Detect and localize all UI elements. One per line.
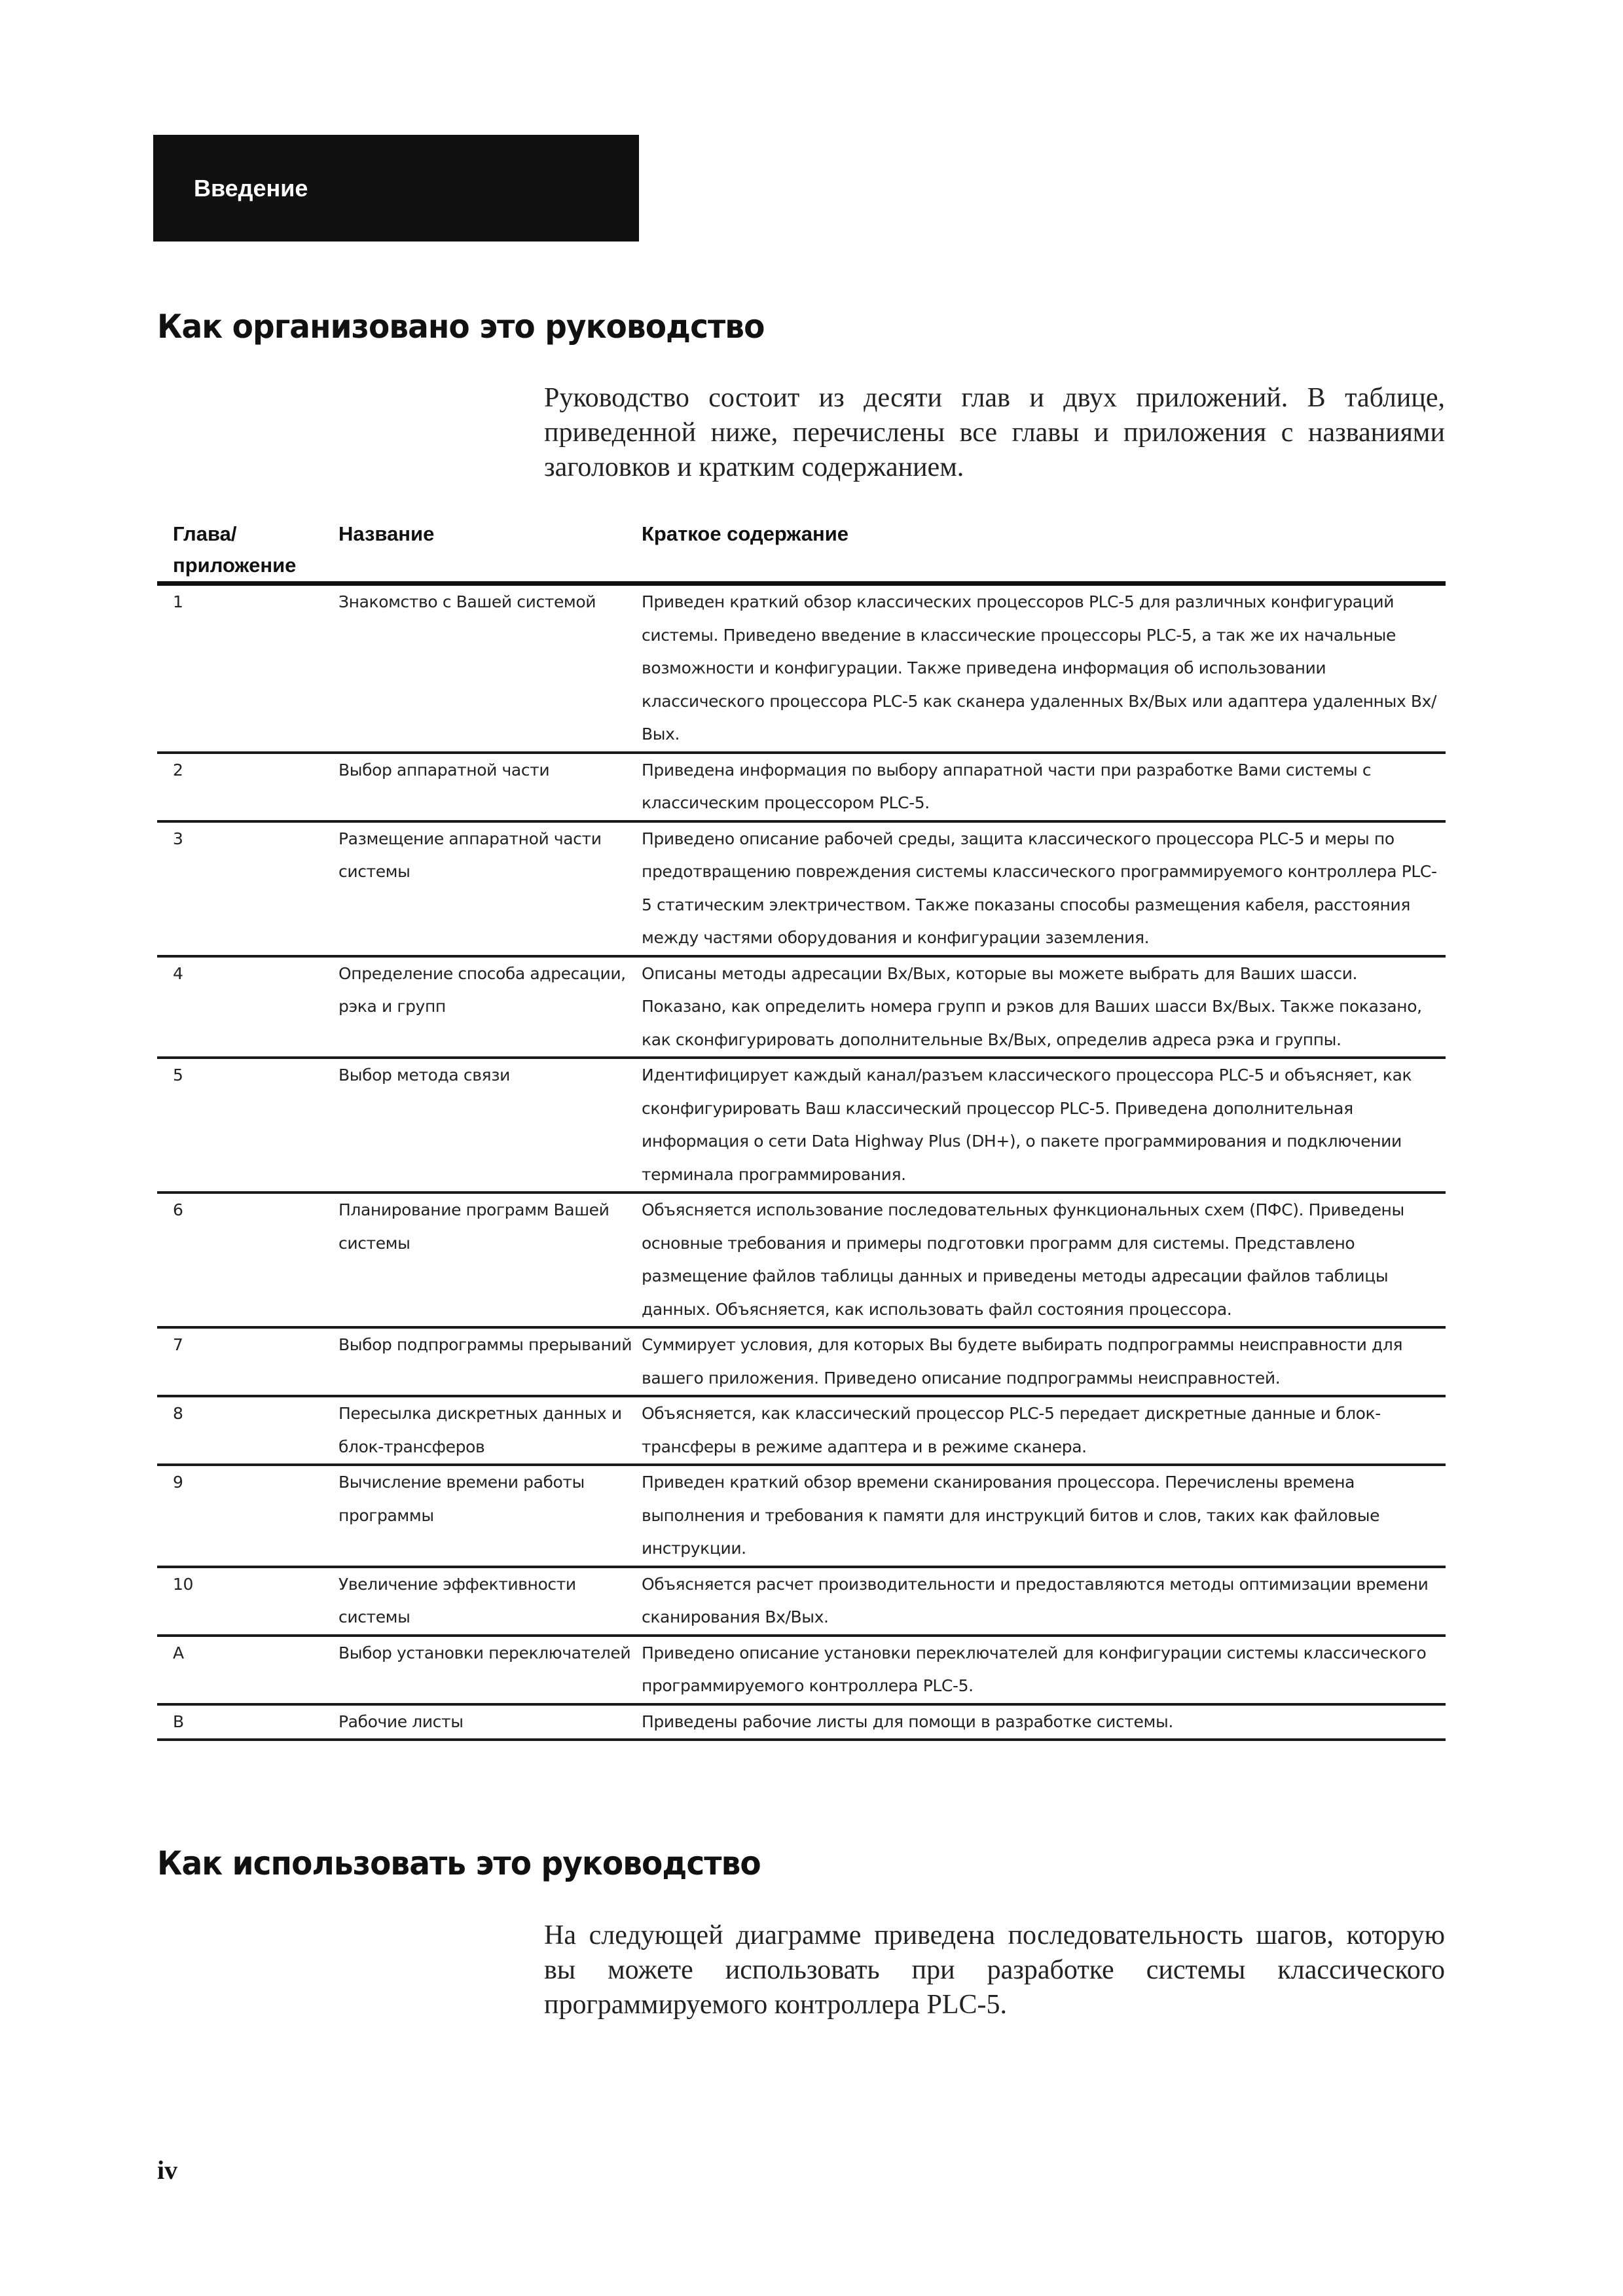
appendix-letter: A: [173, 1643, 184, 1662]
chapter-summary: Описаны методы адресации Вх/Вых, которые вы можете выбрать для Ваших шасси. Показано, как определить номера групп и рэков для Ваших шасси Вх/Вых. Также показано, как сконфигурировать дополнительные Вх/Вых, определив адреса рэка и группы.: [642, 963, 1422, 1049]
chapter-summary: Приведен краткий обзор классических процессоров PLC-5 для различных конфигураций системы. Приведено введение в классические процессоры PLC-5, а так же их начальные возможности и конфигурации. Также приведена информация об использовании классического процессора PLC-5 как сканера удаленных Вх/Вых или адаптера удаленных Вх/Вых.: [642, 592, 1437, 744]
appendix-letter: B: [173, 1712, 184, 1731]
usage-paragraph: На следующей диаграмме приведена последовательность шагов, которую вы можете использовать при разработке системы классического программируемого контроллера PLC-5.: [544, 1920, 1445, 2020]
header-chapter: Глава/ приложение: [173, 522, 297, 577]
chapter-title: Вычисление времени работы программы: [338, 1473, 585, 1525]
appendix-title: Рабочие листы: [338, 1712, 464, 1731]
chapter-title: Размещение аппаратной части системы: [338, 829, 602, 881]
section-header-tab: Введение: [153, 135, 639, 242]
chapter-title: Определение способа адресации, рэка и групп: [338, 963, 626, 1016]
chapter-number: 1: [173, 592, 183, 611]
table-row: [157, 1397, 1446, 1466]
intro-paragraph: Руководство состоит из десяти глав и двух приложений. В таблице, приведенной ниже, перечислены все главы и приложения с названиями заголовков и кратким содержанием.: [544, 383, 1445, 482]
chapter-title: Знакомство с Вашей системой: [338, 592, 596, 611]
chapter-number: 7: [173, 1335, 183, 1354]
table-row: [157, 1637, 1446, 1706]
chapter-summary: Приведен краткий обзор времени сканирования процессора. Перечислены времена выполнения и требования к памяти для инструкций битов и слов, таких как файловые инструкции.: [642, 1473, 1380, 1558]
table-row: [157, 958, 1446, 1060]
chapter-title: Выбор метода связи: [338, 1066, 510, 1085]
chapter-number: 6: [173, 1200, 183, 1219]
table-row: [157, 586, 1446, 754]
chapter-title: Увеличение эффективности системы: [338, 1574, 576, 1626]
chapter-title: Планирование программ Вашей системы: [338, 1200, 610, 1253]
chapter-summary: Объясняется расчет производительности и предоставляются методы оптимизации времени сканирования Вх/Вых.: [642, 1574, 1429, 1626]
chapter-title: Выбор аппаратной части: [338, 760, 550, 780]
header-title: Название: [338, 522, 435, 545]
table-row: [157, 1329, 1446, 1397]
chapter-number: 10: [173, 1574, 194, 1594]
chapter-summary: Идентифицирует каждый канал/разъем классического процессора PLC-5 и объясняет, как сконфигурировать Ваш классический процессор PLC-5. Приведена дополнительная информация о сети Data Highway Plus (DH+), о пакете программирования и подключении терминала программирования.: [642, 1066, 1412, 1184]
chapter-number: 3: [173, 829, 183, 848]
appendix-summary: Приведены рабочие листы для помощи в разработке системы.: [642, 1712, 1173, 1731]
chapters-table: [157, 514, 1446, 1741]
table-row: [157, 1194, 1446, 1329]
chapter-summary: Суммирует условия, для которых Вы будете выбирать подпрограммы неисправности для вашего приложения. Приведено описание подпрограммы неисправностей.: [642, 1335, 1403, 1388]
table-row: [157, 1466, 1446, 1568]
chapter-summary: Объясняется, как классический процессор PLC-5 передает дискретные данные и блок-трансферы в режиме адаптера и в режиме сканера.: [642, 1404, 1381, 1456]
table-row: [157, 1706, 1446, 1742]
chapter-number: 5: [173, 1066, 183, 1085]
table-row: [157, 823, 1446, 958]
page-number: iv: [157, 2155, 178, 2185]
appendix-title: Выбор установки переключателей: [338, 1643, 631, 1662]
chapter-number: 8: [173, 1404, 183, 1423]
appendix-summary: Приведено описание установки переключателей для конфигурации системы классического программируемого контроллера PLC-5.: [642, 1643, 1427, 1695]
chapter-number: 4: [173, 963, 183, 983]
table-row: [157, 754, 1446, 823]
header-summary: Краткое содержание: [642, 522, 849, 545]
chapter-number: 9: [173, 1473, 183, 1492]
chapter-title: Выбор подпрограммы прерываний: [338, 1335, 632, 1354]
table-row: [157, 1059, 1446, 1194]
chapter-summary: Приведена информация по выбору аппаратной части при разработке Вами системы с классическим процессором PLC-5.: [642, 760, 1372, 812]
chapter-number: 2: [173, 760, 183, 780]
table-row: [157, 1568, 1446, 1637]
section-title-organization: Как организовано это руководство: [157, 308, 765, 346]
chapter-title: Пересылка дискретных данных и блок-трансферов: [338, 1404, 622, 1456]
chapter-summary: Объясняется использование последовательных функциональных схем (ПФС). Приведены основные требования и примеры подготовки программ для системы. Представлено размещение файлов таблицы данных и приведены методы адресации файлов таблицы данных. Объясняется, как использовать файл состояния процессора.: [642, 1200, 1404, 1319]
section-title-usage: Как использовать это руководство: [157, 1844, 761, 1882]
chapter-summary: Приведено описание рабочей среды, защита классического процессора PLC-5 и меры по предотвращению повреждения системы классического программируемого контроллера PLC-5 статическим электричеством. Также показаны способы размещения кабеля, расстояния между частями оборудования и конфигурации заземления.: [642, 829, 1437, 947]
table-header: [157, 514, 1446, 586]
